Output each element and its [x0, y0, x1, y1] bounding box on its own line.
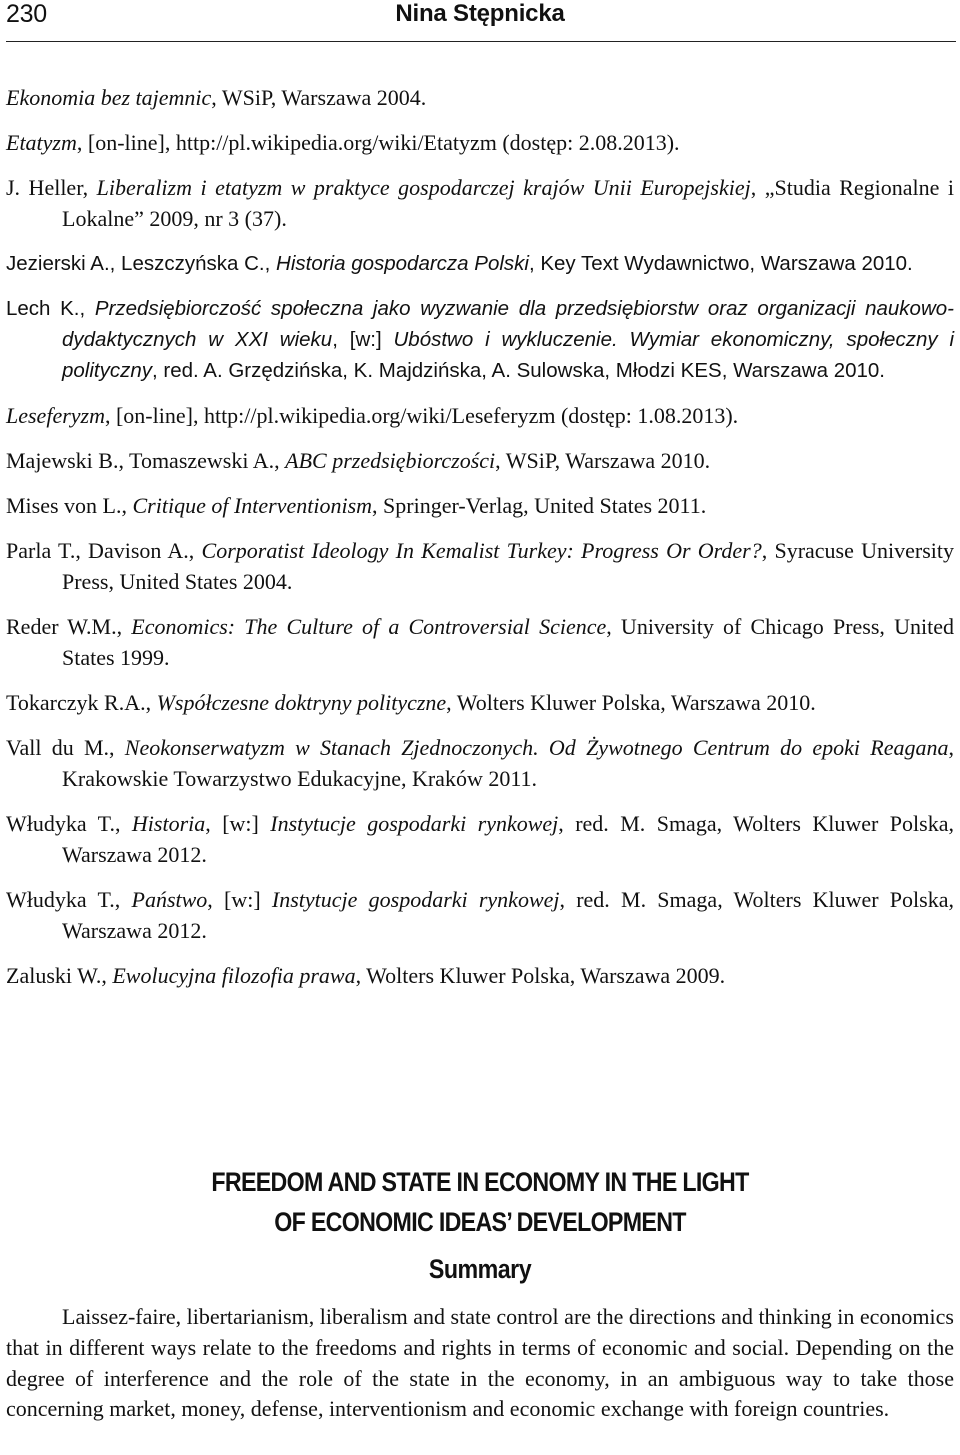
bibliography-entry [6, 293, 954, 386]
entry-title-italic: Przedsiębiorczość społeczna jako wyzwanie dla przedsiębiorstw oraz organizacji naukowo-dydaktycznych w XXI wieku [62, 297, 954, 351]
entry-text: , red. M. Smaga, Wolters Kluwer Polska, Warszawa 2012. [62, 887, 954, 943]
entry-text: Jezierski A., Leszczyńska C., [6, 252, 277, 275]
entry-title-italic: Ewolucyjna filozofia prawa [112, 963, 356, 988]
bibliography-entry [6, 248, 954, 279]
entry-text: , WSiP, Warszawa 2004. [211, 85, 427, 110]
english-title-line-2: OF ECONOMIC IDEAS’ DEVELOPMENT [274, 1207, 686, 1237]
entry-text: , [w:] [205, 811, 271, 836]
bibliography-entry [6, 127, 954, 158]
bibliography-entry [6, 490, 954, 521]
entry-text: , Wolters Kluwer Polska, Warszawa 2010. [446, 690, 816, 715]
bibliography-entry [6, 732, 954, 794]
entry-text: , Syracuse University Press, United States 2004. [62, 538, 954, 594]
entry-title-italic: Historia [131, 811, 206, 836]
bibliography-entry [6, 82, 954, 113]
entry-text: , [on-line], http://pl.wikipedia.org/wiki/Leseferyzm (dostęp: 1.08.2013). [104, 403, 739, 428]
entry-text: J. Heller, [6, 175, 97, 200]
entry-text: Majewski B., Tomaszewski A., [6, 448, 286, 473]
english-title-line-1: FREEDOM AND STATE IN ECONOMY IN THE LIGHT [211, 1167, 749, 1197]
summary-heading: Summary [428, 1254, 532, 1284]
page-number: 230 [6, 0, 47, 28]
entry-text: , red. A. Grzędzińska, K. Majdzińska, A. Sulowska, Młodzi KES, Warszawa 2010. [152, 359, 886, 382]
entry-text: , [on-line], http://pl.wikipedia.org/wiki/Etatyzm (dostęp: 2.08.2013). [76, 130, 680, 155]
entry-title-italic: Historia gospodarcza Polski [276, 252, 529, 275]
entry-title-italic: Ubóstwo i wykluczenie. Wymiar ekonomiczny, społeczny i polityczny [62, 328, 955, 382]
entry-text: , [w:] [332, 328, 394, 351]
bibliography-entry [6, 400, 954, 431]
entry-text: , [w:] [207, 887, 272, 912]
entry-text: , Springer-Verlag, United States 2011. [372, 493, 707, 518]
entry-text: Włudyka T., [6, 887, 132, 912]
bibliography-entry [6, 535, 954, 597]
entry-title-italic: Corporatist Ideology In Kemalist Turkey: Progress Or Order? [201, 538, 762, 563]
entry-text: Zaluski W., [6, 963, 113, 988]
summary-paragraph: Laissez-faire, libertarianism, liberalism and state control are the directions and thinking in economics that in different ways relate to the freedoms and rights in terms of economic and social. Depending on the degree of interference and the role of the state in the economy, in an ambiguous way to take those concerning market, money, defense, interventionism and economic exchange with foreign countries. [6, 1304, 954, 1422]
entry-text: , WSiP, Warszawa 2010. [495, 448, 711, 473]
entry-text: , red. M. Smaga, Wolters Kluwer Polska, Warszawa 2012. [62, 811, 954, 867]
entry-title-italic: Economics: The Culture of a Controversial Science [131, 614, 607, 639]
english-title [0, 1162, 960, 1242]
entry-title-italic: Ekonomia bez tajemnic [6, 85, 212, 110]
bibliography-list [6, 82, 954, 1005]
entry-text: Parla T., Davison A., [6, 538, 202, 563]
bibliography-entry [6, 611, 954, 673]
bibliography-entry [6, 172, 954, 234]
entry-text: , Wolters Kluwer Polska, Warszawa 2009. [355, 963, 726, 988]
entry-text: , Krakowskie Towarzystwo Edukacyjne, Kraków 2011. [62, 735, 954, 791]
entry-text: Vall du M., [6, 735, 125, 760]
entry-text: , University of Chicago Press, United States 1999. [62, 614, 954, 670]
running-head-author: Nina Stępnicka [395, 0, 565, 27]
entry-text: Włudyka T., [6, 811, 132, 836]
entry-title-italic: Instytucje gospodarki rynkowej [271, 887, 560, 912]
entry-title-italic: Państwo [131, 887, 208, 912]
bibliography-entry [6, 884, 954, 946]
entry-title-italic: Współczesne doktryny polityczne [156, 690, 447, 715]
bibliography-entry [6, 445, 954, 476]
entry-title-italic: Leseferyzm [6, 403, 105, 428]
entry-text: Lech K., [6, 297, 95, 320]
bibliography-entry [6, 960, 954, 991]
entry-title-italic: Neokonserwatyzm w Stanach Zjednoczonych. Od Żywotnego Centrum do epoki Reagana [124, 735, 949, 760]
entry-text: , Key Text Wydawnictwo, Warszawa 2010. [528, 252, 913, 275]
entry-text: , „Studia Regionalne i Lokalne” 2009, nr 3 (37). [62, 175, 954, 231]
entry-title-italic: ABC przedsiębiorczości [285, 448, 496, 473]
header-rule [6, 41, 956, 42]
entry-text: Tokarczyk R.A., [6, 690, 157, 715]
entry-text: Reder W.M., [6, 614, 132, 639]
entry-text: Mises von L., [6, 493, 133, 518]
bibliography-entry [6, 808, 954, 870]
entry-title-italic: Etatyzm [6, 130, 77, 155]
page-header [0, 0, 960, 44]
bibliography-entry [6, 687, 954, 718]
entry-title-italic: Instytucje gospodarki rynkowej [270, 811, 559, 836]
entry-title-italic: Critique of Interventionism [132, 493, 373, 518]
entry-title-italic: Liberalizm i etatyzm w praktyce gospodarczej krajów Unii Europejskiej [96, 175, 751, 200]
